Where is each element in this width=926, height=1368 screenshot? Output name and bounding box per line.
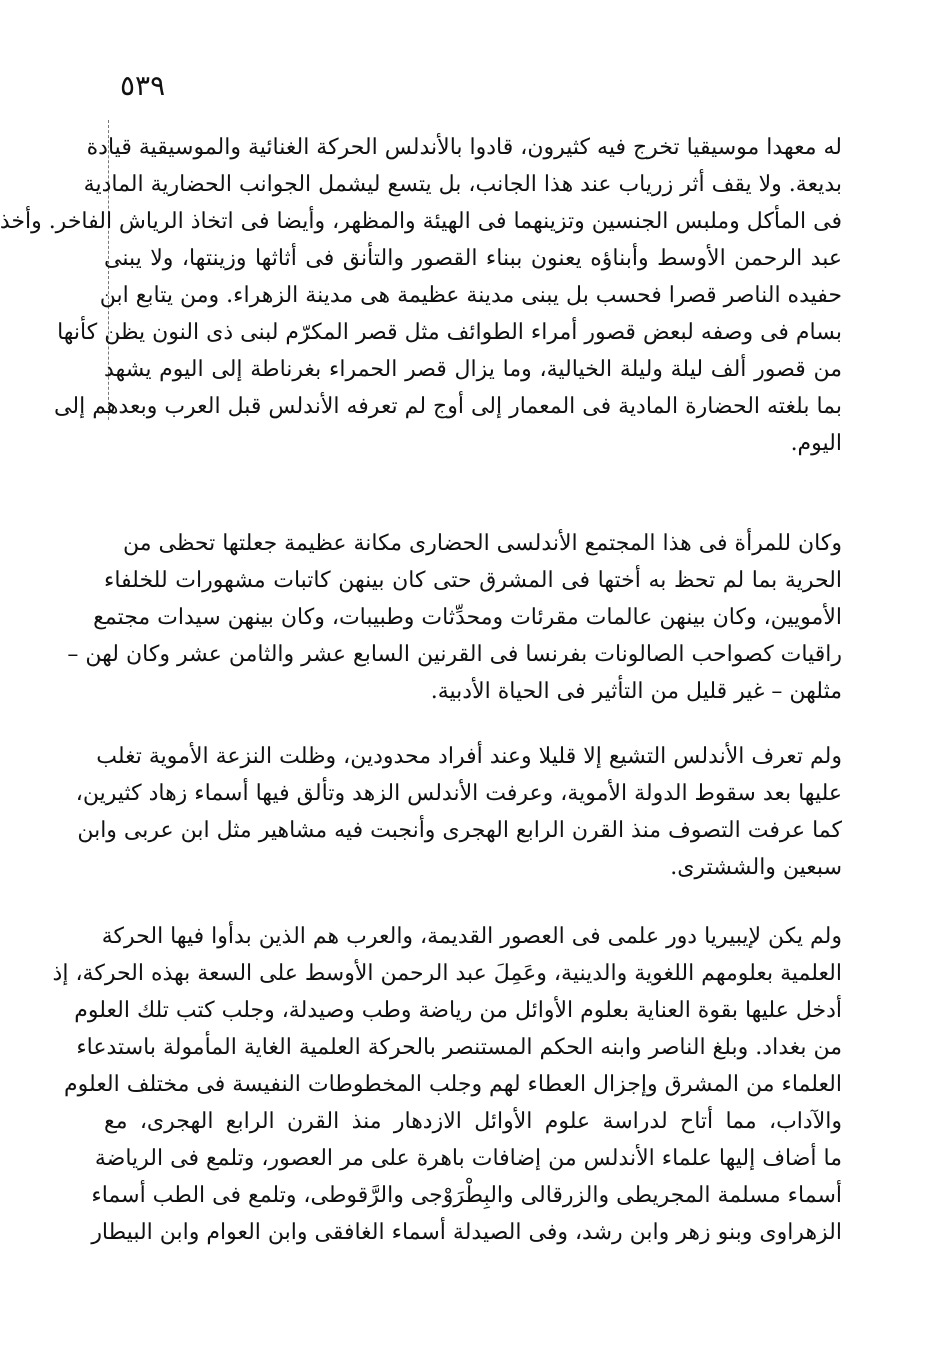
text-line: العلماء من المشرق وإجزال العطاء لهم وجلب المخطوطات النفيسة فى مختلف العلوم — [64, 1072, 842, 1097]
text-line: ولم تعرف الأندلس التشيع إلا قليلا وعند أفراد محدودين، وظلت النزعة الأموية تغلب — [96, 744, 842, 769]
text-line: بسام فى وصفه لبعض قصور أمراء الطوائف مثل قصر المكرّم لبنى ذى النون يظن كأنها — [57, 320, 842, 345]
text-line: بما بلغته الحضارة المادية فى المعمار إلى أوج لم تعرفه الأندلس قبل العرب وبعدهم إلى — [54, 394, 842, 419]
text-line: الحرية بما لم تحظ به أختها فى المشرق حتى كان بينهن كاتبات مشهورات للخلفاء — [104, 568, 842, 593]
text-line: ولم يكن لإيبيريا دور علمى فى العصور القديمة، والعرب هم الذين بدأوا فيها الحركة — [101, 924, 842, 949]
text-line: بديعة. ولا يقف أثر زرياب عند هذا الجانب، بل يتسع ليشمل الجوانب الحضارية المادية — [83, 172, 842, 197]
text-line: كما عرفت التصوف منذ القرن الرابع الهجرى وأنجبت فيه مشاهير مثل ابن عربى وابن — [77, 818, 842, 843]
text-line: سبعين والششترى. — [670, 855, 842, 880]
text-line: أدخل عليها بقوة العناية بعلوم الأوائل من رياضة وطب وصيدلة، وجلب كتب تلك العلوم — [74, 998, 842, 1023]
text-line: راقيات كصواحب الصالونات بفرنسا فى القرنين السابع عشر والثامن عشر وكان لهن – — [67, 642, 842, 667]
text-line: أسماء مسلمة المجريطى والزرقالى والبِطْرَوْجى والرَّقوطى، وتلمع فى الطب أسماء — [91, 1183, 842, 1208]
text-line: من بغداد. وبلغ الناصر وابنه الحكم المستنصر بالحركة العلمية الغاية المأمولة باستدعاء — [76, 1035, 842, 1060]
text-line: مثلهن – غير قليل من التأثير فى الحياة الأدبية. — [430, 679, 842, 704]
text-line: عبد الرحمن الأوسط وأبناؤه يعنون ببناء القصور والتأنق فى أثاثها وزينتها، ولا يبنى — [104, 246, 842, 271]
text-line: له معهدا موسيقيا تخرج فيه كثيرون، قادوا بالأندلس الحركة الغنائية والموسيقية قيادة — [86, 135, 842, 160]
text-line: اليوم. — [790, 431, 842, 456]
text-line: العلمية بعلومهم اللغوية والدينية، وعَمِلَ عبد الرحمن الأوسط على السعة بهذه الحركة، إذ — [52, 961, 842, 986]
text-line: ما أضاف إليها علماء الأندلس من إضافات باهرة على مر العصور، وتلمع فى الرياضة — [94, 1146, 842, 1171]
text-line: وكان للمرأة فى هذا المجتمع الأندلسى الحضارى مكانة عظيمة جعلتها تحظى من — [122, 531, 842, 556]
page-number: ٥٣٩ — [120, 69, 166, 102]
text-line: الأمويين، وكان بينهن عالمات مقرئات ومحدِّثات وطبيبات، وكان بينهن سيدات مجتمع — [93, 605, 842, 630]
text-line: الزهراوى وبنو زهر وابن رشد، وفى الصيدلة أسماء الغافقى وابن العوام وابن البيطار — [91, 1220, 842, 1245]
text-line: من قصور ألف ليلة وليلة الخيالية، وما يزال قصر الحمراء بغرناطة إلى اليوم يشهد — [104, 357, 842, 382]
text-line: فى المأكل وملبس الجنسين وتزينهما فى الهيئة والمظهر، وأيضا فى اتخاذ الرياش الفاخر. وأخذ — [0, 209, 842, 234]
text-line: حفيده الناصر قصرا فحسب بل يبنى مدينة عظيمة هى مدينة الزهراء. ومن يتابع ابن — [99, 283, 842, 308]
text-line: عليها بعد سقوط الدولة الأموية، وعرفت الأندلس الزهد وتألق فيها أسماء زهاد كثيرين، — [75, 781, 842, 806]
text-line: والآداب، مما أتاح لدراسة علوم الأوائل الازدهار منذ القرن الرابع الهجرى، مع — [104, 1109, 842, 1134]
